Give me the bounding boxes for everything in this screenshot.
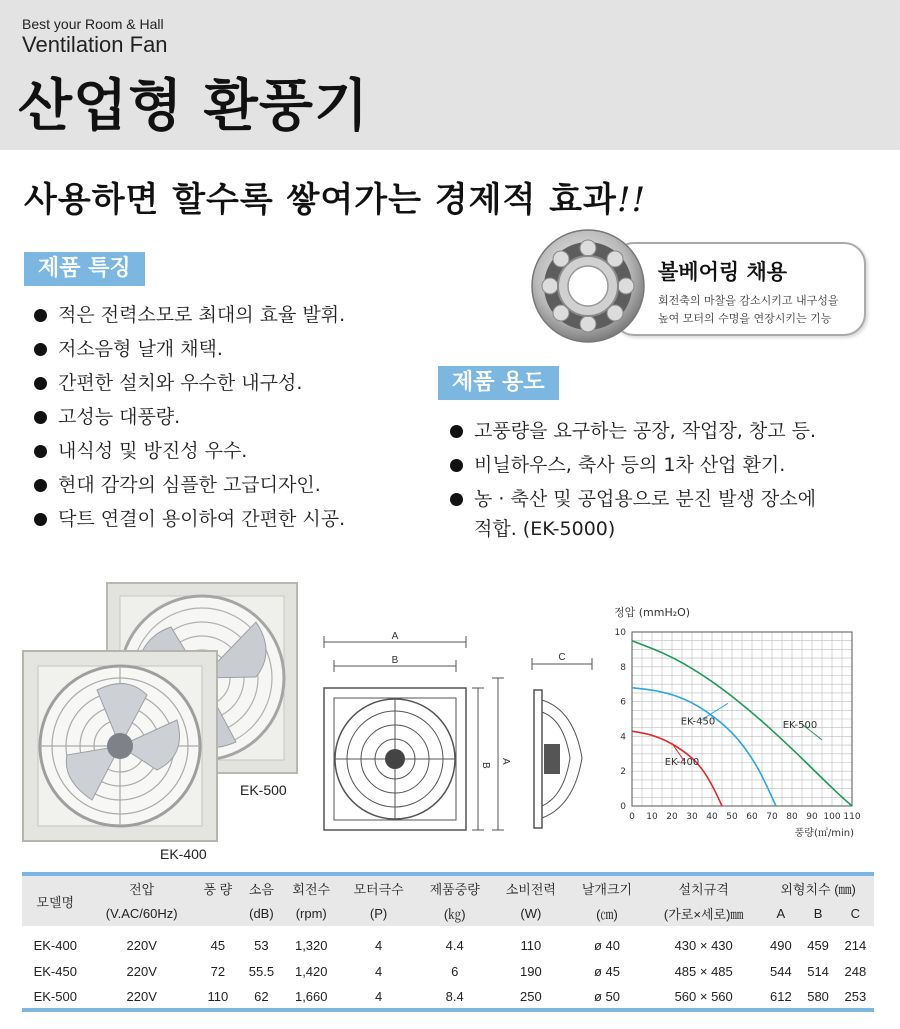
x-tick-label: 70 (766, 812, 778, 822)
list-item: 비닐하우스, 축사 등의 1차 산업 환기. (446, 448, 886, 482)
list-item: 현대 감각의 심플한 고급디자인. (30, 468, 450, 502)
slogan-text: 사용하면 할수록 쌓여가는 경제적 효과 (24, 180, 617, 220)
header-voltage: 전압 (89, 874, 195, 900)
x-tick-label: 100 (823, 812, 841, 822)
ball-bearing-image (528, 226, 648, 346)
header-outer: 외형치수 (㎜) (762, 874, 874, 900)
page-title: 산업형 환풍기 (18, 74, 370, 139)
table-cell: EK-400 (33, 937, 77, 953)
image-caption-ek500: EK-500 (240, 782, 287, 798)
table-cell: 72 (210, 963, 226, 979)
x-tick-label: 30 (686, 812, 698, 822)
slogan-emphasis: !! (616, 180, 647, 220)
chart-grid (632, 632, 852, 806)
table-cell: 4.4 (445, 937, 464, 953)
table-cell: ø 50 (569, 984, 645, 1010)
list-item-line: 농 · 축산 및 공업용으로 분진 발생 장소에 (474, 488, 816, 510)
table-cell: 1,420 (294, 963, 328, 979)
usage-label: 제품 용도 (438, 366, 559, 400)
table-cell: EK-450 (33, 963, 77, 979)
y-tick-label: 2 (620, 767, 626, 778)
list-item: 적은 전력소모로 최대의 효율 발휘. (30, 298, 450, 332)
x-tick-label: 110 (843, 812, 861, 822)
y-tick-label: 6 (620, 697, 626, 708)
table-cell: 214 (844, 937, 867, 953)
table-cell: 62 (241, 984, 282, 1010)
fan-ek400-image (22, 650, 218, 842)
table-cell: EK-500 (22, 984, 89, 1010)
list-item: 저소음형 날개 채택. (30, 332, 450, 366)
front-view-diagram (316, 628, 512, 838)
header-power: 소비전력 (493, 874, 569, 900)
chart-ticks (615, 628, 861, 822)
table-cell: 580 (799, 984, 836, 1010)
brand-tagline: Best your Room & Hall (22, 16, 164, 32)
table-row (22, 958, 874, 984)
product-line: Ventilation Fan (22, 32, 168, 57)
slogan (24, 172, 646, 221)
header-poles-unit: (P) (341, 900, 417, 926)
table-cell: 430 × 430 (674, 937, 733, 953)
table-cell: 53 (254, 937, 269, 953)
table-cell: 253 (837, 984, 874, 1010)
list-item-line: 적합. (EK-5000) (474, 518, 616, 540)
y-tick-label: 4 (620, 732, 626, 743)
table-cell: 55.5 (248, 963, 275, 979)
header-b: B (799, 900, 836, 926)
side-view-diagram (524, 650, 600, 830)
header-blade: 날개크기 (569, 874, 645, 900)
header-a: A (762, 900, 799, 926)
table-cell: 110 (195, 984, 241, 1010)
table-cell: 1,320 (294, 937, 328, 953)
table-cell: 45 (210, 937, 226, 953)
header-power-unit: (W) (493, 900, 569, 926)
list-item (446, 482, 886, 544)
x-tick-label: 10 (646, 812, 658, 822)
series-label-ek-450: EK-450 (680, 716, 716, 728)
x-tick-label: 60 (746, 812, 758, 822)
bearing-desc-line: 높여 모터의 수명을 연장시키는 기능 (658, 312, 832, 325)
list-item: 간편한 설치와 우수한 내구성. (30, 366, 450, 400)
features-list (30, 298, 450, 536)
series-line-ek-450 (632, 688, 776, 806)
table-cell: 220V (126, 963, 157, 979)
bearing-callout (612, 242, 866, 336)
dimension-label-b-vertical: B (480, 762, 491, 769)
header-blade-unit: (㎝) (569, 900, 645, 926)
x-tick-label: 20 (666, 812, 678, 822)
series-label-ek-400: EK-400 (664, 756, 700, 768)
header-voltage-unit: (V.AC/60Hz) (89, 900, 195, 926)
table-cell: 250 (493, 984, 569, 1010)
table-cell: ø 40 (593, 937, 620, 953)
header-weight: 제품중량 (417, 874, 493, 900)
list-item: 고성능 대풍량. (30, 400, 450, 434)
image-caption-ek400: EK-400 (160, 846, 207, 862)
y-tick-label: 0 (620, 802, 626, 812)
table-cell: 248 (844, 963, 867, 979)
table-cell: 190 (520, 963, 542, 979)
table-cell: 560 × 560 (645, 984, 762, 1010)
series-label-ek-500: EK-500 (782, 720, 818, 732)
header-airflow: 풍 량 (195, 874, 241, 900)
table-cell: 4 (341, 984, 417, 1010)
table-cell: 4 (374, 963, 383, 979)
header-model: 모델명 (22, 874, 89, 926)
table-cell: ø 45 (593, 963, 620, 979)
list-item: 닥트 연결이 용이하여 간편한 시공. (30, 502, 450, 536)
header-install: 설치규격 (645, 874, 762, 900)
usage-list (446, 414, 886, 544)
header-rpm: 회전수 (282, 874, 341, 900)
table-cell: 1,660 (282, 984, 341, 1010)
table-cell: 220V (89, 984, 195, 1010)
header-noise-unit: (dB) (241, 900, 282, 926)
table-cell: 459 (807, 937, 829, 953)
table-cell: 110 (520, 937, 542, 953)
performance-chart (600, 600, 890, 850)
y-tick-label: 10 (614, 628, 626, 638)
header-noise: 소음 (241, 874, 282, 900)
x-tick-label: 80 (786, 812, 798, 822)
header-airflow-unit (195, 900, 241, 926)
x-tick-label: 40 (706, 812, 718, 822)
table-cell: 612 (762, 984, 799, 1010)
table-cell: 514 (807, 963, 829, 979)
x-tick-label: 50 (726, 812, 738, 822)
dimension-label-a-vertical: A (500, 758, 511, 765)
x-tick-label: 0 (629, 812, 635, 822)
list-item: 내식성 및 방진성 우수. (30, 434, 450, 468)
header-poles: 모터극수 (341, 874, 417, 900)
table-cell: 4 (374, 937, 383, 953)
header-weight-unit: (㎏) (417, 900, 493, 926)
chart-xlabel: 풍량(㎥/min) (794, 828, 854, 839)
header-c: C (837, 900, 874, 926)
header-rpm-unit: (rpm) (282, 900, 341, 926)
dimension-label-c: C (558, 652, 566, 663)
table-cell: 544 (770, 963, 792, 979)
table-cell: 8.4 (417, 984, 493, 1010)
x-tick-label: 90 (806, 812, 818, 822)
bearing-description (658, 292, 839, 328)
series-line-ek-400 (632, 731, 722, 806)
list-item: 고풍량을 요구하는 공장, 작업장, 창고 등. (446, 414, 886, 448)
bearing-desc-line: 회전축의 마찰을 감소시키고 내구성을 (658, 294, 839, 307)
header-install-unit: (가로×세로)㎜ (645, 900, 762, 926)
table-cell: 220V (126, 937, 157, 953)
table-cell: 490 (770, 937, 792, 953)
spec-table (22, 872, 874, 1012)
table-cell: 485 × 485 (674, 963, 733, 979)
table-row (22, 984, 874, 1010)
table-cell: 6 (451, 963, 459, 979)
table-row (22, 926, 874, 958)
features-label: 제품 특징 (24, 252, 145, 286)
chart-ylabel: 정압 (mmH₂O) (614, 606, 691, 619)
dimension-label-a: A (391, 631, 399, 642)
dimension-label-b: B (391, 655, 399, 666)
y-tick-label: 8 (620, 662, 626, 673)
bearing-title: 볼베어링 채용 (658, 260, 788, 284)
header-banner (0, 0, 900, 150)
